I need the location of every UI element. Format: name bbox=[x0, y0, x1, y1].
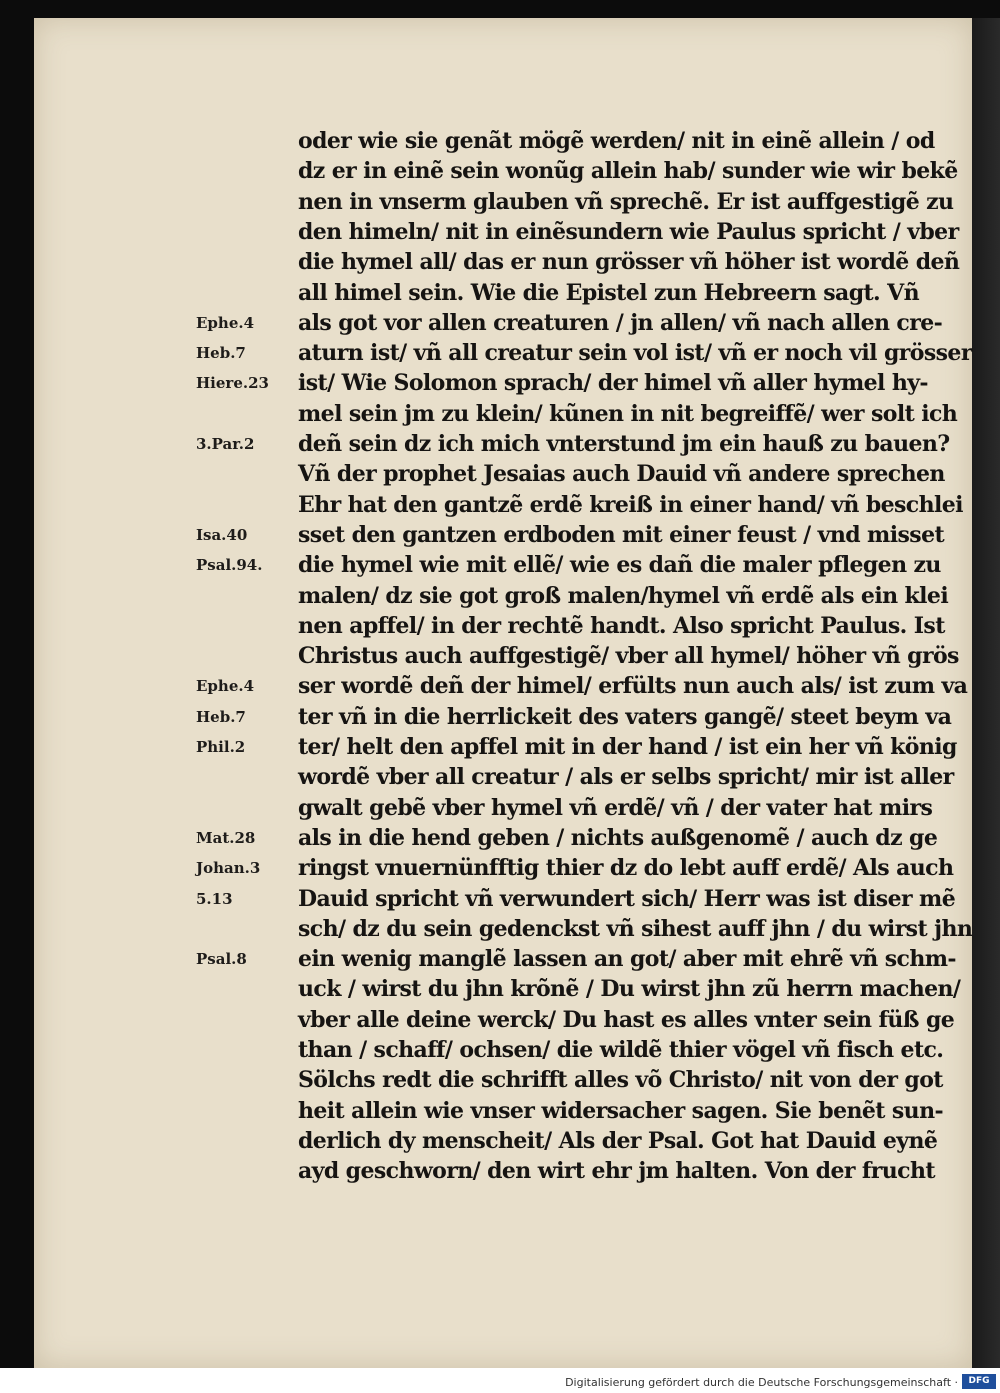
text-line: vber alle deine werck/ Du hast es alles vnter sein füß ge bbox=[298, 1006, 955, 1033]
text-line: ein wenig manglẽ lassen an got/ aber mit ehrẽ vñ schm- bbox=[298, 946, 956, 973]
dfg-logo: DFG bbox=[962, 1374, 996, 1389]
text-line: derlich dy menscheit/ Als der Psal. Got hat Dauid eynẽ bbox=[298, 1127, 938, 1154]
text-line: ist/ Wie Solomon sprach/ der himel vñ aller hymel hy- bbox=[298, 370, 928, 397]
margin-note: Ephe.4 bbox=[196, 313, 255, 332]
margin-note: Psal.94. bbox=[196, 556, 263, 575]
margin-note: Heb.7 bbox=[196, 344, 246, 363]
text-line: heit allein wie vnser widersacher sagen. Sie benẽt sun- bbox=[298, 1097, 943, 1124]
text-line: ser wordẽ deñ der himel/ erfülts nun auch als/ ist zum va bbox=[298, 673, 968, 700]
margin-note: 5.13 bbox=[196, 889, 233, 908]
text-line: nen apffel/ in der rechtẽ handt. Also spricht Paulus. Ist bbox=[298, 612, 945, 639]
text-line: Dauid spricht vñ verwundert sich/ Herr was ist diser mẽ bbox=[298, 885, 956, 912]
text-line: than / schaff/ ochsen/ die wildẽ thier vögel vñ fisch etc. bbox=[298, 1037, 944, 1063]
text-line: Vñ der prophet Jesaias auch Dauid vñ andere sprechen bbox=[298, 461, 945, 488]
text-line: all himel sein. Wie die Epistel zun Hebreern sagt. Vñ bbox=[298, 279, 920, 306]
margin-note: Heb.7 bbox=[196, 707, 246, 726]
text-line: deñ sein dz ich mich vnterstund jm ein hauß zu bauen? bbox=[298, 431, 950, 457]
text-line: oder wie sie genãt mögẽ werden/ nit in einẽ allein / od bbox=[298, 128, 935, 154]
text-line: aturn ist/ vñ all creatur sein vol ist/ vñ er noch vil grösser bbox=[298, 340, 972, 367]
text-line: mel sein jm zu klein/ kũnen in nit begreiffẽ/ wer solt ich bbox=[298, 400, 958, 427]
margin-note: 3.Par.2 bbox=[196, 435, 255, 453]
page-edge-shadow bbox=[972, 18, 1000, 1368]
text-line: gwalt gebẽ vber hymel vñ erdẽ/ vñ / der vater hat mirs bbox=[298, 794, 933, 821]
text-line: ter vñ in die herrlickeit des vaters gangẽ/ steet beym va bbox=[298, 703, 952, 730]
funding-credit: Digitalisierung gefördert durch die Deutsche Forschungsgemeinschaft · bbox=[565, 1376, 958, 1389]
text-line: ayd geschworn/ den wirt ehr jm halten. Von der frucht bbox=[298, 1158, 935, 1185]
text-line: als got vor allen creaturen / jn allen/ vñ nach allen cre- bbox=[298, 309, 943, 336]
text-line: ter/ helt den apffel mit in der hand / ist ein her vñ könig bbox=[298, 734, 957, 760]
text-line: uck / wirst du jhn krõnẽ / Du wirst jhn zũ herrn machen/ bbox=[298, 976, 961, 1003]
text-line: wordẽ vber all creatur / als er selbs spricht/ mir ist aller bbox=[298, 764, 954, 791]
text-line: dz er in einẽ sein wonũg allein hab/ sunder wie wir bekẽ bbox=[298, 158, 958, 185]
margin-note: Mat.28 bbox=[196, 828, 256, 847]
margin-note: Psal.8 bbox=[196, 950, 247, 969]
text-line: Sölchs redt die schrifft alles võ Christo/ nit von der got bbox=[298, 1067, 943, 1094]
margin-note: Isa.40 bbox=[196, 525, 248, 544]
text-line: als in die hend geben / nichts außgenomẽ / auch dz ge bbox=[298, 824, 938, 851]
text-line: Ehr hat den gantzẽ erdẽ kreiß in einer hand/ vñ beschlei bbox=[298, 491, 963, 518]
margin-note: Phil.2 bbox=[196, 738, 246, 756]
text-line: die hymel wie mit ellẽ/ wie es dañ die maler pflegen zu bbox=[298, 552, 941, 579]
margin-note: Johan.3 bbox=[196, 859, 261, 878]
margin-note: Hiere.23 bbox=[196, 374, 269, 393]
text-line: sset den gantzen erdboden mit einer feust / vnd misset bbox=[298, 521, 945, 548]
text-line: sch/ dz du sein gedenckst vñ sihest auff jhn / du wirst jhn bbox=[298, 915, 973, 942]
text-line: malen/ dz sie got groß malen/hymel vñ erdẽ als ein klei bbox=[298, 582, 949, 609]
text-line: den himeln/ nit in einẽsundern wie Paulus spricht / vber bbox=[298, 218, 959, 245]
text-line: ringst vnuernünfftig thier dz do lebt auff erdẽ/ Als auch bbox=[298, 855, 954, 882]
text-line: Christus auch auffgestigẽ/ vber all hymel/ höher vñ grös bbox=[298, 643, 959, 670]
text-line: nen in vnserm glauben vñ sprechẽ. Er ist auffgestigẽ zu bbox=[298, 188, 954, 215]
text-line: die hymel all/ das er nun grösser vñ höher ist wordẽ deñ bbox=[298, 249, 960, 276]
margin-note: Ephe.4 bbox=[196, 677, 255, 696]
